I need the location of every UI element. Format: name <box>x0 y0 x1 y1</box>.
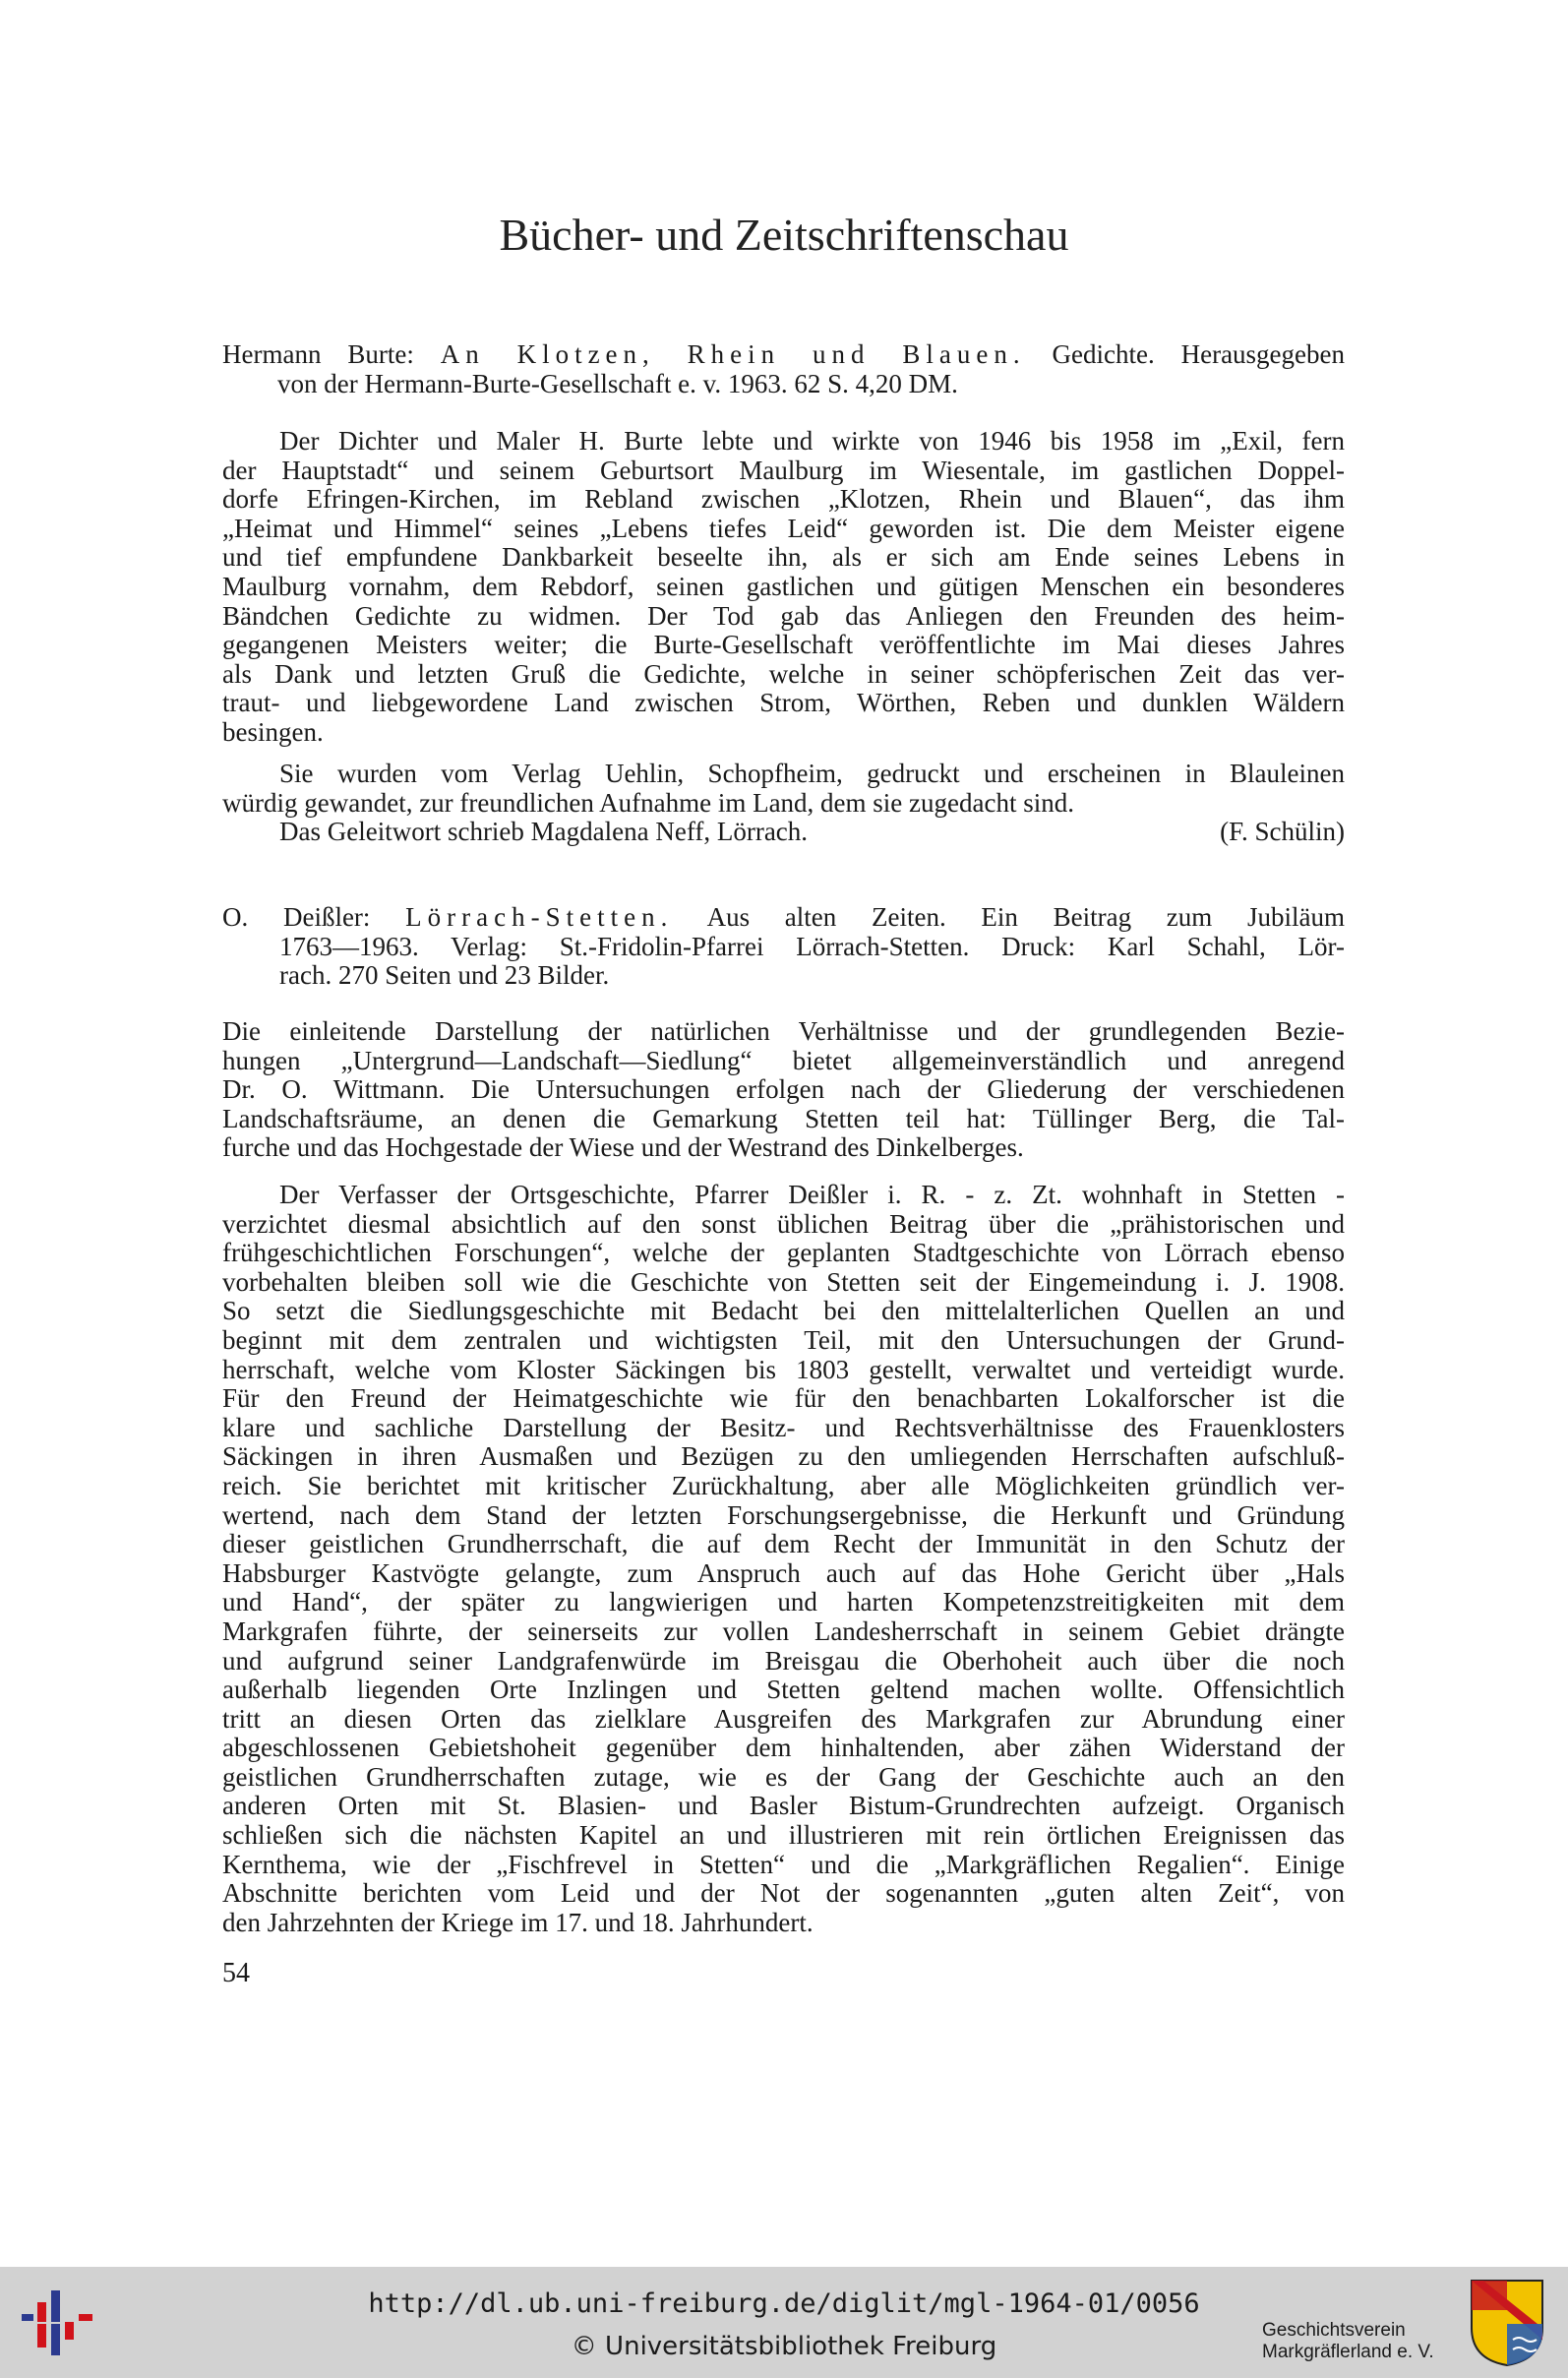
text-line: Kernthema, wie der „Fischfrevel in Stetten“ und die „Markgräflichen Regalien“. Einige <box>222 1849 1345 1879</box>
text-line: Landschaftsräume, an denen die Gemarkung Stetten teil hat: Tüllinger Berg, die Tal- <box>222 1103 1345 1133</box>
review1-author: Hermann Burte: <box>222 339 414 369</box>
text-line: der Hauptstadt“ und seinem Geburtsort Maulburg im Wiesentale, im gastlichen Doppel- <box>222 455 1345 485</box>
text-line: Die einleitende Darstellung der natürlichen Verhältnisse und der grundlegenden Bezie- <box>222 1016 1345 1046</box>
review1-heading-line2: von der Hermann-Burte-Gesellschaft e. v. 1963. 62 S. 4,20 DM. <box>277 368 958 398</box>
review1-heading-line1 <box>222 340 1345 370</box>
review2-heading-line3: rach. 270 Seiten und 23 Bilder. <box>279 960 610 991</box>
society-name-line2: Markgräflerland e. V. <box>1262 2342 1434 2362</box>
text-line: „Heimat und Himmel“ seines „Lebens tiefes Leid“ geworden ist. Die dem Meister eigene <box>222 513 1345 543</box>
text-line: furche und das Hochgestade der Wiese und der Westrand des Dinkelberges. <box>222 1132 1024 1163</box>
text-line: Das Geleitwort schrieb Magdalena Neff, Lörrach. <box>279 817 809 847</box>
text-line: herrschaft, welche vom Kloster Säckingen bis 1803 gestellt, verwaltet und verteidigt wurde. <box>222 1354 1345 1384</box>
text-line: verzichtet diesmal absichtlich auf den sonst üblichen Beitrag über die „prähistorischen und <box>222 1208 1345 1239</box>
text-line: Habsburger Kastvögte gelangte, zum Anspruch auch auf das Hohe Gericht über „Hals <box>222 1557 1345 1588</box>
text-line: gegangenen Meisters weiter; die Burte-Gesellschaft veröffentlichte im Mai dieses Jahres <box>222 630 1345 660</box>
text-line: Bändchen Gedichte zu widmen. Der Tod gab das Anliegen den Freunden des heim- <box>222 600 1345 631</box>
page-title: Bücher- und Zeitschriftenschau <box>499 210 1069 260</box>
text-line: Der Dichter und Maler H. Burte lebte und wirkte von 1946 bis 1958 im „Exil, fern <box>279 426 1345 456</box>
review1-book-title: An Klotzen, Rhein und Blauen. <box>440 339 1026 369</box>
text-line: frühgeschichtlichen Forschungen“, welche der geplanten Stadtgeschichte von Lörrach ebenso <box>222 1238 1345 1268</box>
text-line: Dr. O. Wittmann. Die Untersuchungen erfolgen nach der Gliederung der verschiedenen <box>222 1074 1345 1105</box>
review1-paragraph-1 <box>222 427 1345 748</box>
text-line: Markgrafen führte, der seinerseits zur vollen Landesherrschaft in seinem Gebiet drängte <box>222 1616 1345 1646</box>
review1-signature: (F. Schülin) <box>1220 817 1345 847</box>
review2-paragraph-1 <box>222 1017 1345 1163</box>
review1-heading-rest: Gedichte. Herausgegeben <box>1052 339 1346 369</box>
review2-heading <box>222 903 1345 991</box>
review2-heading-rest: Aus alten Zeiten. Ein Beitrag zum Jubiläum <box>706 902 1346 932</box>
text-line: den Jahrzehnten der Kriege im 17. und 18. Jahrhundert. <box>222 1907 814 1937</box>
footer-bar <box>0 2267 1568 2378</box>
review1-paragraph-2 <box>222 760 1345 847</box>
review2-heading-line2: 1763—1963. Verlag: St.-Fridolin-Pfarrei Lörrach-Stetten. Druck: Karl Schahl, Lör- <box>279 931 1345 961</box>
text-line: abgeschlossenen Gebietshoheit gegenüber dem hinhaltenden, aber zähen Widerstand der <box>222 1733 1345 1763</box>
society-name-line1: Geschichtsverein <box>1262 2320 1406 2341</box>
review2-author: O. Deißler: <box>222 902 371 932</box>
text-line: und Hand“, der später zu langwierigen und harten Kompetenzstreitigkeiten mit dem <box>222 1587 1345 1617</box>
text-line: beginnt mit dem zentralen und wichtigsten Teil, mit den Untersuchungen der Grund- <box>222 1324 1345 1355</box>
text-line: Abschnitte berichten vom Leid und der Not der sogenannten „guten alten Zeit“, von <box>222 1878 1345 1909</box>
text-line: reich. Sie berichtet mit kritischer Zurückhaltung, aber alle Möglichkeiten gründlich ver- <box>222 1470 1345 1500</box>
text-line: Für den Freund der Heimatgeschichte wie für den benachbarten Lokalforscher ist die <box>222 1383 1345 1414</box>
text-line: dieser geistlichen Grundherrschaft, die auf dem Recht der Immunität in den Schutz der <box>222 1529 1345 1559</box>
text-line: würdig gewandet, zur freundlichen Aufnahme im Land, dem sie zugedacht sind. <box>222 787 1074 818</box>
copyright-text: © Universitätsbibliothek Freiburg <box>571 2332 997 2361</box>
text-line: geistlichen Grundherrschaften zutage, wie es der Gang der Geschichte auch an den <box>222 1761 1345 1792</box>
page-number: 54 <box>222 1958 250 1988</box>
text-line: Der Verfasser der Ortsgeschichte, Pfarrer Deißler i. R. - z. Zt. wohnhaft in Stetten - <box>279 1180 1345 1209</box>
society-crest-icon <box>1470 2279 1544 2367</box>
text-line: außerhalb liegenden Orte Inzlingen und Stetten geltend machen wollte. Offensichtlich <box>222 1675 1345 1705</box>
society-name <box>1262 2320 1434 2363</box>
text-line: Sie wurden vom Verlag Uehlin, Schopfheim, gedruckt und erscheinen in Blauleinen <box>279 759 1345 788</box>
text-line: besingen. <box>222 716 324 747</box>
review1-paragraph-3 <box>222 818 1345 847</box>
text-line: und aufgrund seiner Landgrafenwürde im Breisgau die Oberhoheit auch über die noch <box>222 1645 1345 1676</box>
text-line: vorbehalten bleiben soll wie die Geschichte von Stetten seit der Eingemeindung i. J. 1908. <box>222 1266 1345 1297</box>
text-line: und tief empfundene Dankbarkeit beseelte ihn, als er sich am Ende seines Lebens in <box>222 542 1345 573</box>
source-url-link[interactable]: http://dl.ub.uni-freiburg.de/diglit/mgl-1964-01/0056 <box>368 2288 1200 2319</box>
review2-heading-line1 <box>222 903 1345 933</box>
text-line: Maulburg vornahm, dem Rebdorf, seinen gastlichen und gütigen Menschen ein besonderes <box>222 571 1345 601</box>
text-line: traut- und liebgewordene Land zwischen Strom, Wörthen, Reben und dunklen Wäldern <box>222 688 1345 718</box>
text-line: klare und sachliche Darstellung der Besitz- und Rechtsverhältnisse des Frauenklosters <box>222 1412 1345 1442</box>
text-line: anderen Orten mit St. Blasien- und Basler Bistum-Grundrechten aufzeigt. Organisch <box>222 1791 1345 1821</box>
text-line: hungen „Untergrund—Landschaft—Siedlung“ bietet allgemeinverständlich und anregend <box>222 1045 1345 1075</box>
text-line: schließen sich die nächsten Kapitel an und illustrieren mit rein örtlichen Ereignissen das <box>222 1820 1345 1851</box>
text-line: dorfe Efringen-Kirchen, im Rebland zwischen „Klotzen, Rhein und Blauen“, das ihm <box>222 484 1345 515</box>
text-line: wertend, nach dem Stand der letzten Forschungsergebnisse, die Herkunft und Gründung <box>222 1499 1345 1530</box>
review2-paragraph-2 <box>222 1181 1345 1937</box>
review2-book-title: Lörrach-Stetten. <box>405 902 674 932</box>
text-line: als Dank und letzten Gruß die Gedichte, welche in seiner schöpferischen Zeit das ver- <box>222 658 1345 689</box>
text-line: tritt an diesen Orten das zielklare Ausgreifen des Markgrafen zur Abrundung einer <box>222 1703 1345 1734</box>
text-line: Säckingen in ihren Ausmaßen und Bezügen zu den umliegenden Herrschaften aufschluß- <box>222 1441 1345 1472</box>
text-line: So setzt die Siedlungsgeschichte mit Bedacht bei den mittelalterlichen Quellen an und <box>222 1296 1345 1326</box>
review1-heading <box>222 340 1345 398</box>
